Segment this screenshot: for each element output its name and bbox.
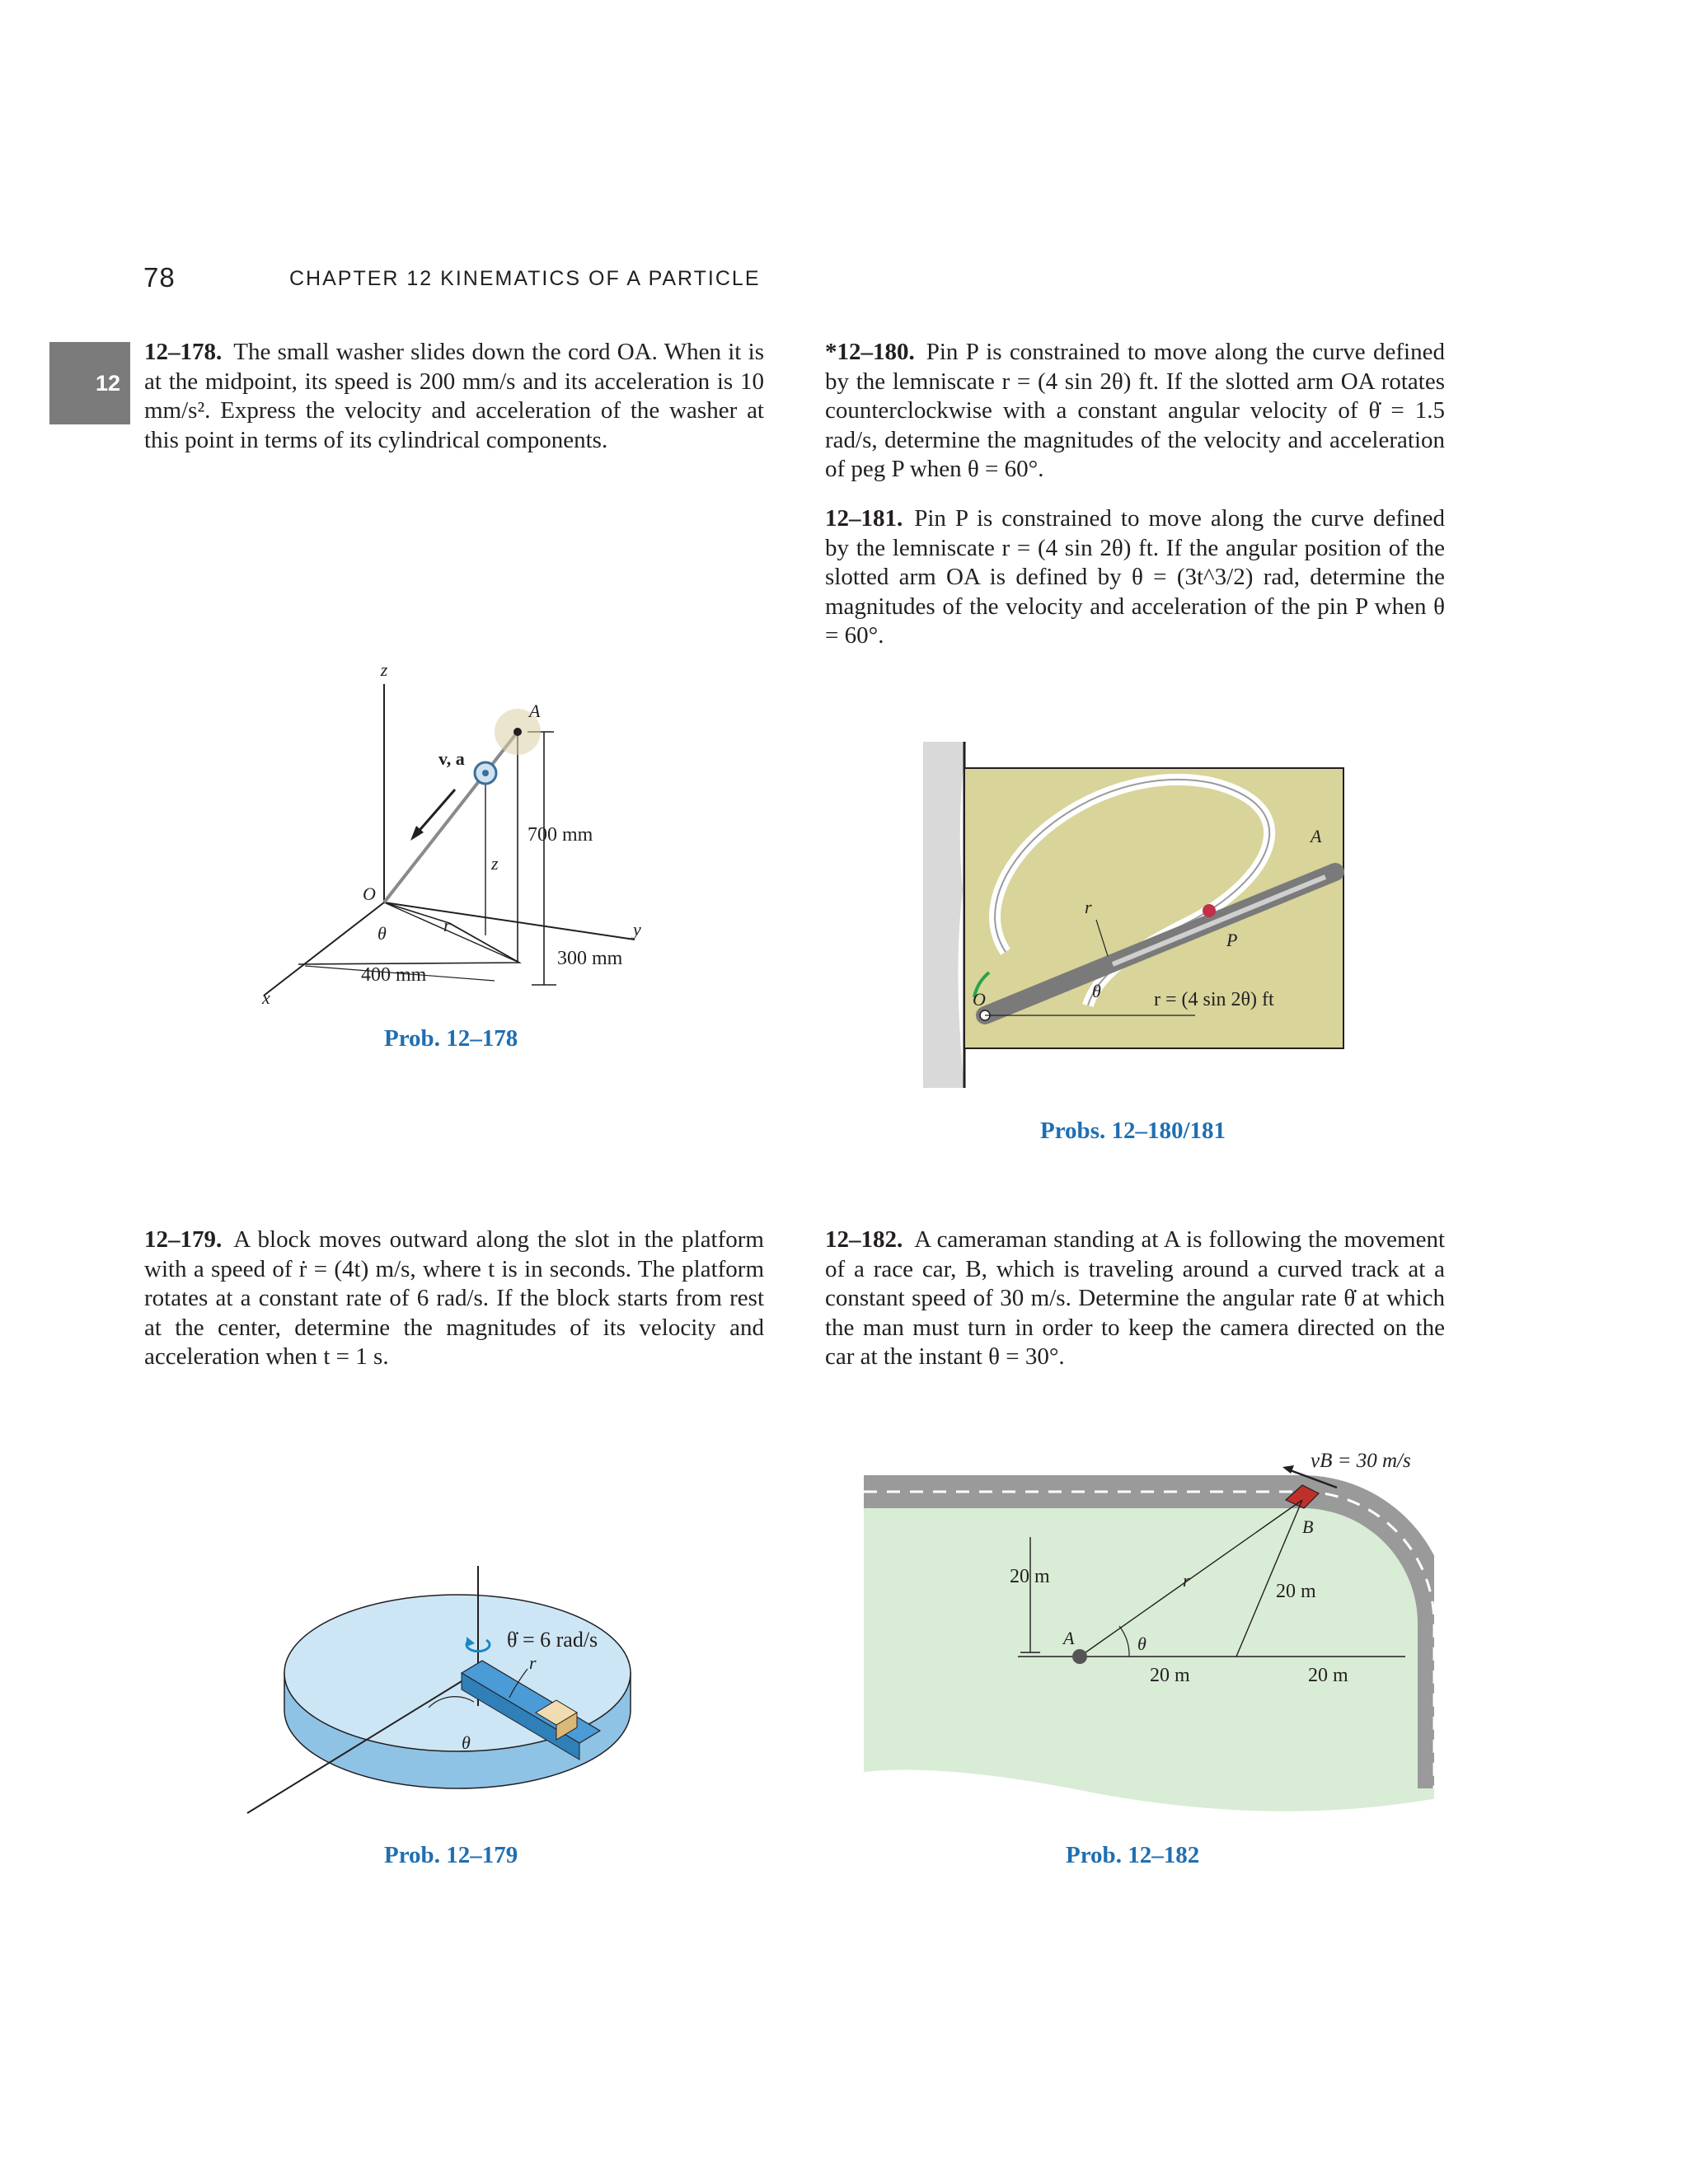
problem-text: The small washer slides down the cord OA. When it is at the midpoint, its speed is 200 mm/s and its acceleration is 10 mm/s². Express the velocity and acceleration of the washer at this point in terms of its cylindrical components. (144, 339, 764, 453)
problem-text: A block moves outward along the slot in the platform with a speed of ṙ = (4t) m/s, where t is in seconds. The platform rotates at a constant rate of 6 rad/s. If the block starts from rest at the center, determine the magnitudes of its velocity and acceleration when t = 1 s. (144, 1226, 764, 1370)
dim-700mm: 700 mm (528, 824, 593, 846)
label-y: y (633, 919, 641, 940)
caption-12-180-181: Probs. 12–180/181 (1040, 1118, 1226, 1144)
label-A: A (529, 701, 541, 721)
problem-12-182 (825, 1226, 1445, 1372)
dim-20m-bottom-1: 20 m (1150, 1665, 1190, 1686)
chapter-title: CHAPTER 12 KINEMATICS OF A PARTICLE (289, 267, 761, 290)
label-O: O (973, 989, 986, 1010)
label-theta: θ (377, 923, 387, 944)
label-A: A (1063, 1628, 1075, 1648)
problem-number: 12–181. (825, 505, 903, 532)
figure-12-182 (857, 1442, 1434, 1830)
chapter-thumb-tab: 12 (49, 342, 130, 424)
z-axis-label: z (380, 659, 388, 680)
label-r: r (1085, 897, 1092, 917)
problem-text: A cameraman standing at A is following the movement of a race car, B, which is traveling around a curved track at a constant speed of 30 m/s. Determine the angular rate θ̇ at which the man must turn in order to keep the camera directed on the car at the instant θ = 30°. (825, 1226, 1445, 1370)
dim-20m-bottom-2: 20 m (1308, 1665, 1348, 1686)
caption-12-182: Prob. 12–182 (1066, 1842, 1200, 1868)
page-number: 78 (143, 262, 176, 293)
figure-12-180 (923, 725, 1360, 1104)
label-theta: θ (462, 1732, 471, 1753)
problem-text: Pin P is constrained to move along the curve defined by the lemniscate r = (4 sin 2θ) ft. If the angular position of the slotted arm OA is defined by θ = (3t^3/2) rad, determine the magnitudes of the velocity and acceleration of the pin P when θ = 60°. (825, 505, 1445, 649)
figure-12-178 (247, 651, 676, 1005)
problem-12-179 (144, 1226, 764, 1372)
problem-text: Pin P is constrained to move along the curve defined by the lemniscate r = (4 sin 2θ) ft. If the slotted arm OA rotates counterclockwise with a constant angular velocity of θ̇ = 1.5 rad/s, determine the magnitudes of the velocity and acceleration of peg P when θ = 60°. (825, 339, 1445, 482)
vB-label: vB = 30 m/s (1311, 1450, 1411, 1472)
dim-20m-vertical: 20 m (1010, 1566, 1050, 1587)
problem-12-178 (144, 338, 764, 455)
label-theta: θ (1137, 1633, 1146, 1654)
label-r: r (1183, 1570, 1190, 1591)
label-theta: θ (1092, 981, 1101, 1001)
problem-number: 12–179. (144, 1226, 223, 1253)
label-r: r (529, 1652, 537, 1673)
problem-12-181 (825, 504, 1445, 651)
label-A: A (1311, 826, 1322, 846)
label-r: r (443, 915, 451, 935)
figure-12-179 (223, 1533, 684, 1830)
label-O: O (363, 883, 376, 904)
problem-number: 12–182. (825, 1226, 903, 1253)
problem-number: *12–180. (825, 339, 915, 365)
dim-400mm: 400 mm (361, 964, 427, 986)
caption-12-178: Prob. 12–178 (384, 1025, 518, 1052)
rotation-rate-label: θ̇ = 6 rad/s (507, 1628, 598, 1652)
lemniscate-equation: r = (4 sin 2θ) ft (1154, 989, 1274, 1010)
dim-20m-radius: 20 m (1276, 1581, 1316, 1602)
label-P: P (1226, 930, 1238, 950)
label-B: B (1302, 1516, 1314, 1537)
problem-number: 12–178. (144, 339, 223, 365)
caption-12-179: Prob. 12–179 (384, 1842, 518, 1868)
dim-300mm: 300 mm (557, 948, 623, 969)
label-x: x (262, 987, 270, 1005)
problem-12-180 (825, 338, 1445, 485)
label-va: v, a (438, 748, 465, 769)
label-z-small: z (491, 853, 499, 874)
